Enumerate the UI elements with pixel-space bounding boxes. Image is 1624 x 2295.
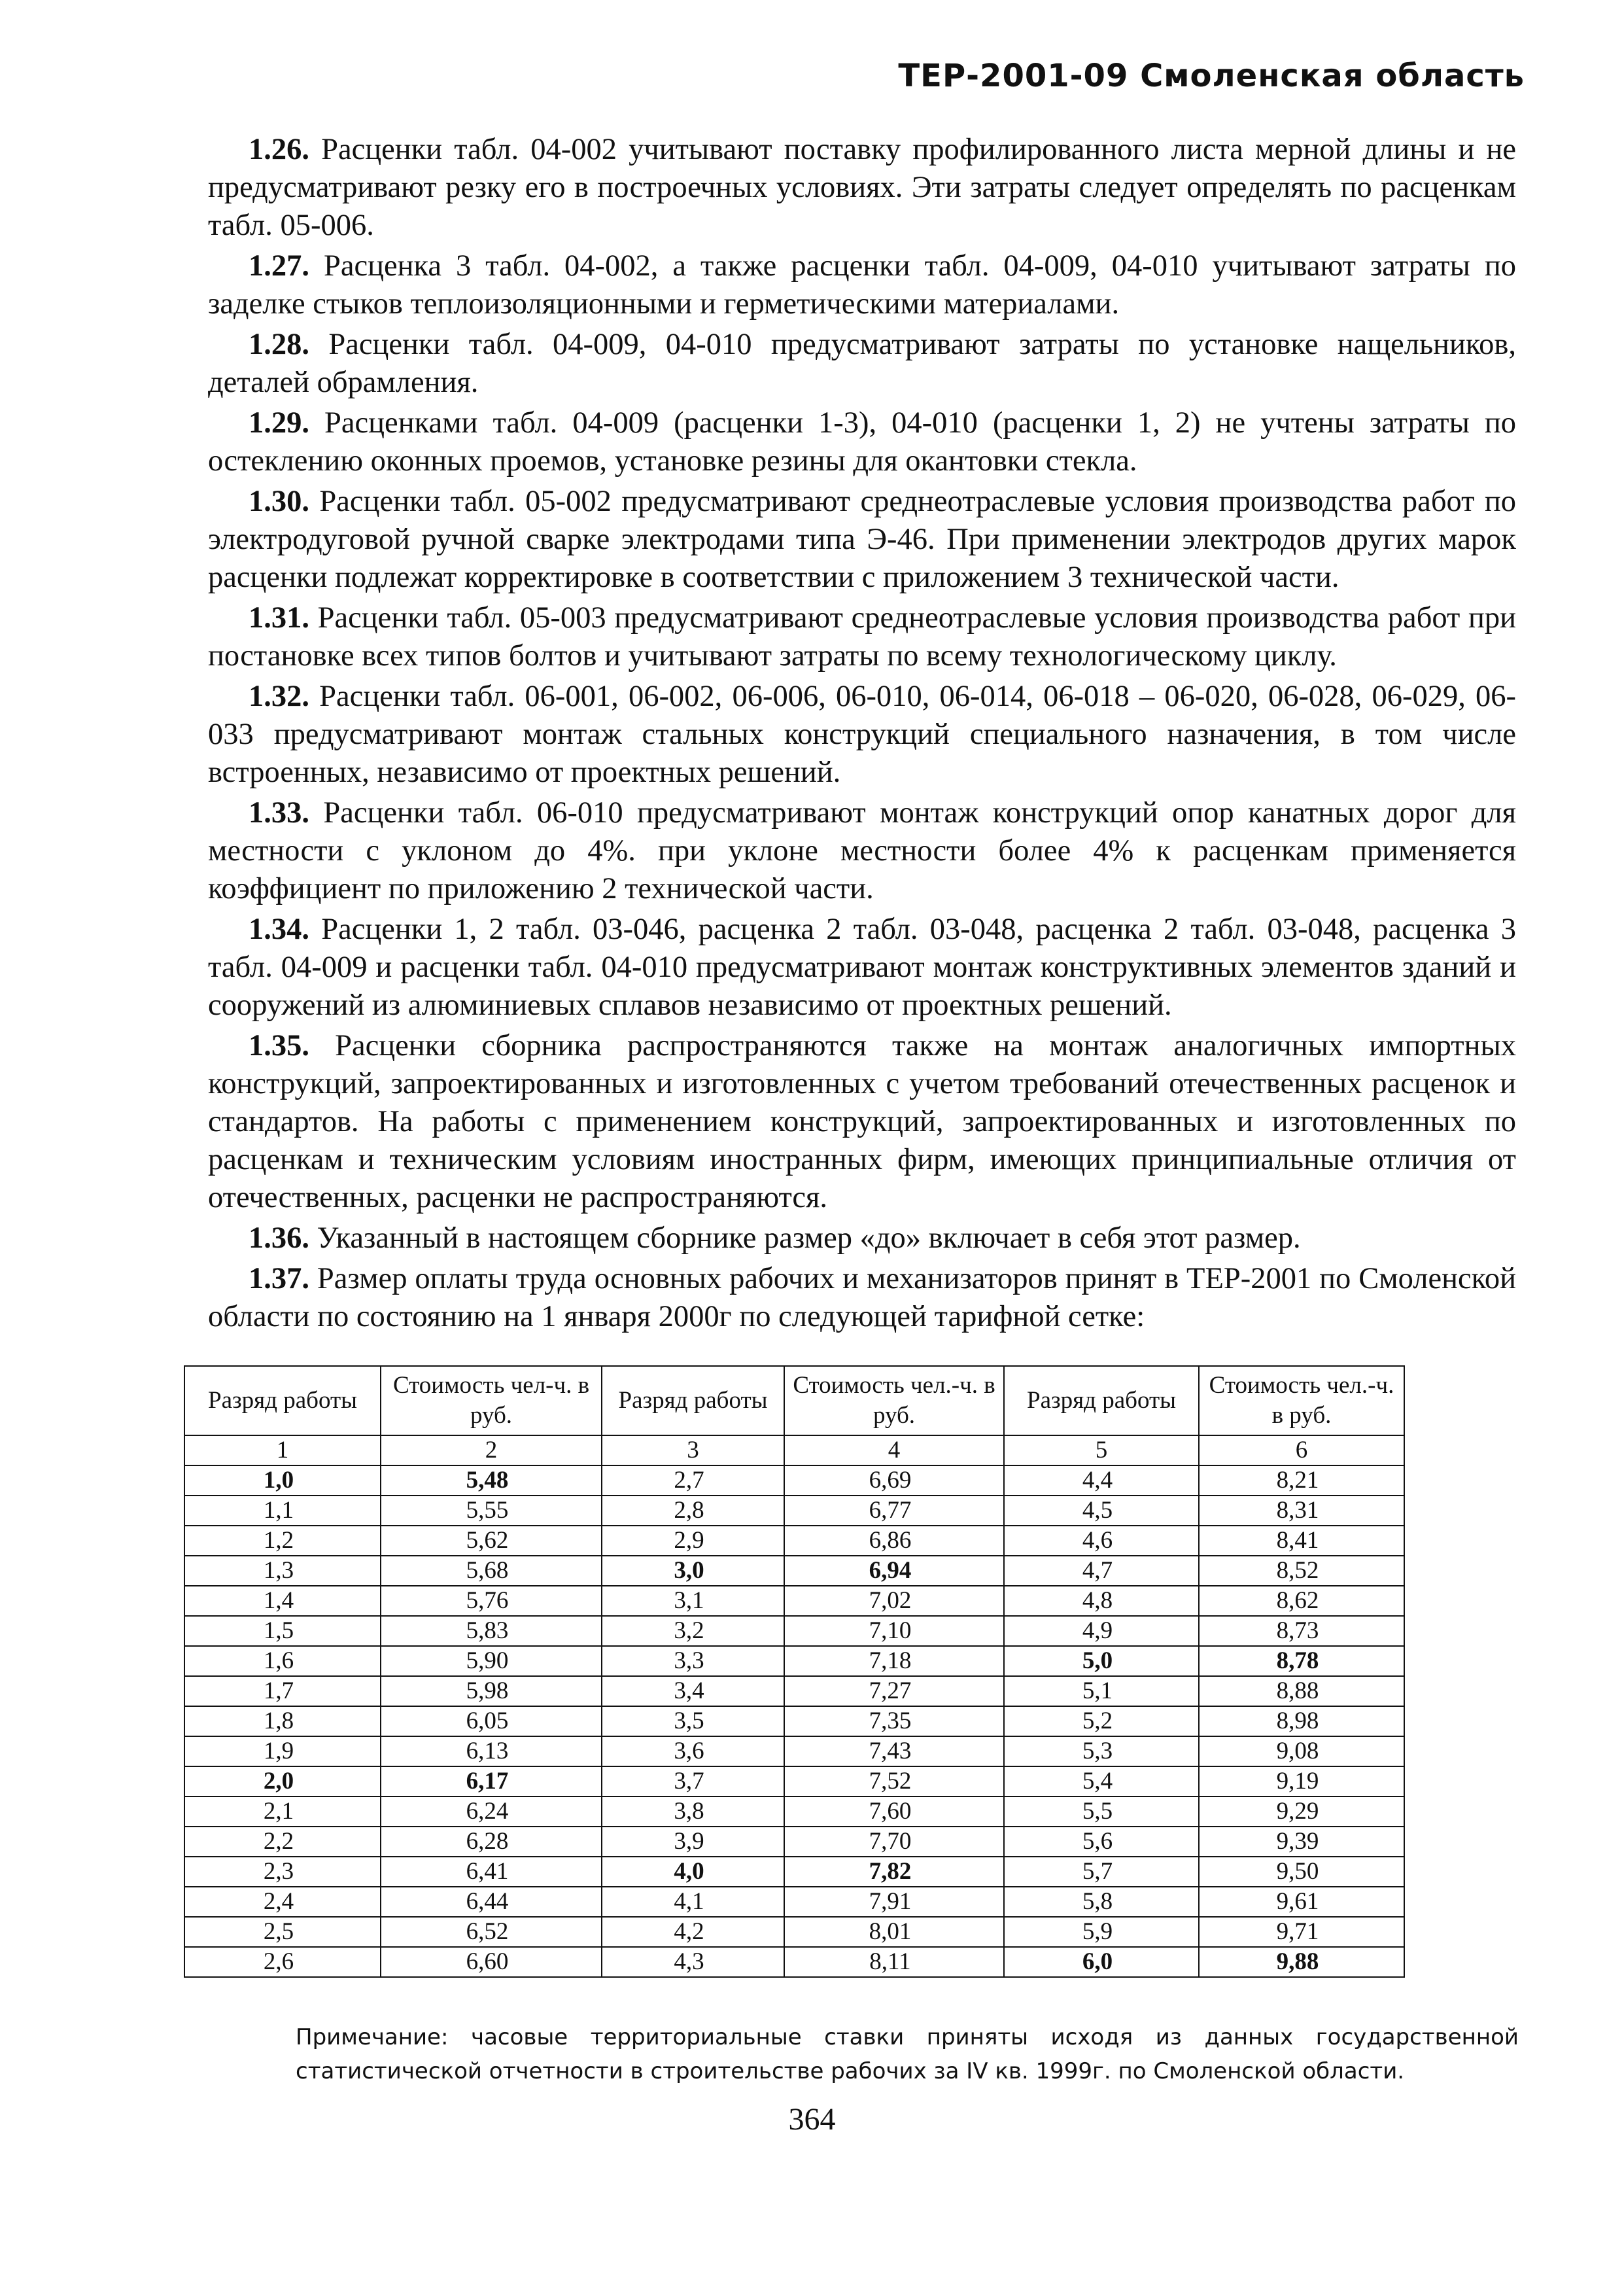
- table-cell: 6,69: [784, 1465, 1004, 1496]
- paragraph-text: Расценка 3 табл. 04-002, а также расценки табл. 04-009, 04-010 учитывают затраты по заделке стыков теплоизоляционными и герметическими материалами.: [208, 249, 1516, 321]
- table-cell: 6,0: [1004, 1947, 1199, 1977]
- table-row: [184, 1676, 1404, 1706]
- table-row: [184, 1887, 1404, 1917]
- table-cell: 2,3: [184, 1857, 381, 1887]
- paragraph-number: 1.31.: [249, 601, 309, 635]
- paragraph-1-37: [208, 1260, 1516, 1336]
- table-cell: 3,8: [602, 1796, 784, 1827]
- table-cell: 5,3: [1004, 1736, 1199, 1766]
- paragraph-1-30: [208, 483, 1516, 597]
- table-row: [184, 1646, 1404, 1676]
- table-cell: 5,0: [1004, 1646, 1199, 1676]
- paragraph-number: 1.33.: [249, 796, 309, 830]
- table-cell: 1,7: [184, 1676, 381, 1706]
- table-cell: 8,31: [1199, 1496, 1404, 1526]
- paragraph-number: 1.29.: [249, 406, 309, 440]
- table-cell: 3,1: [602, 1586, 784, 1616]
- table-cell: 8,98: [1199, 1706, 1404, 1736]
- table-cell: 5,8: [1004, 1887, 1199, 1917]
- paragraph-number: 1.34.: [249, 913, 309, 946]
- column-number: 5: [1004, 1435, 1199, 1465]
- column-header: Стоимость чел.-ч. в руб.: [1199, 1366, 1404, 1435]
- paragraph-text: Расценками табл. 04-009 (расценки 1-3), 04-010 (расценки 1, 2) не учтены затраты по остеклению оконных проемов, установке резины для окантовки стекла.: [208, 406, 1516, 478]
- paragraph-number: 1.35.: [249, 1029, 309, 1062]
- paragraph-number: 1.28.: [249, 328, 309, 361]
- table-cell: 5,62: [381, 1526, 602, 1556]
- column-number: 2: [381, 1435, 602, 1465]
- paragraph-number: 1.37.: [249, 1262, 309, 1295]
- table-cell: 1,8: [184, 1706, 381, 1736]
- paragraph-1-33: [208, 794, 1516, 908]
- table-cell: 2,1: [184, 1796, 381, 1827]
- table-cell: 1,2: [184, 1526, 381, 1556]
- table-cell: 7,02: [784, 1586, 1004, 1616]
- table-row: [184, 1947, 1404, 1977]
- table-cell: 5,83: [381, 1616, 602, 1646]
- paragraph-text: Расценки табл. 04-009, 04-010 предусматривают затраты по установке нащельников, деталей обрамления.: [208, 328, 1516, 399]
- paragraph-1-28: [208, 326, 1516, 402]
- table-header-row: [184, 1366, 1404, 1435]
- column-number: 6: [1199, 1435, 1404, 1465]
- table-cell: 5,76: [381, 1586, 602, 1616]
- table-cell: 7,43: [784, 1736, 1004, 1766]
- table-cell: 2,5: [184, 1917, 381, 1947]
- paragraph-1-32: [208, 678, 1516, 792]
- tariff-table-wrap: [184, 1365, 1405, 1978]
- table-cell: 5,2: [1004, 1706, 1199, 1736]
- table-cell: 4,8: [1004, 1586, 1199, 1616]
- table-row: [184, 1556, 1404, 1586]
- table-cell: 2,8: [602, 1496, 784, 1526]
- paragraph-number: 1.26.: [249, 133, 309, 166]
- paragraph-text: Расценки табл. 06-010 предусматривают монтаж конструкций опор канатных дорог для местности с уклоном до 4%. при уклоне местности более 4% к расценкам применяется коэффициент по приложению 2 технической части.: [208, 796, 1516, 905]
- table-row: [184, 1465, 1404, 1496]
- table-cell: 4,4: [1004, 1465, 1199, 1496]
- table-cell: 3,4: [602, 1676, 784, 1706]
- table-cell: 2,6: [184, 1947, 381, 1977]
- table-row: [184, 1857, 1404, 1887]
- table-row: [184, 1616, 1404, 1646]
- table-row: [184, 1827, 1404, 1857]
- table-cell: 8,52: [1199, 1556, 1404, 1586]
- table-cell: 6,52: [381, 1917, 602, 1947]
- table-cell: 6,17: [381, 1766, 602, 1796]
- column-header: Стоимость чел-ч. в руб.: [381, 1366, 602, 1435]
- table-cell: 9,29: [1199, 1796, 1404, 1827]
- table-cell: 9,08: [1199, 1736, 1404, 1766]
- paragraph-1-27: [208, 247, 1516, 323]
- column-number: 4: [784, 1435, 1004, 1465]
- paragraph-number: 1.32.: [249, 680, 309, 713]
- table-row: [184, 1917, 1404, 1947]
- page-number: 364: [788, 2102, 836, 2137]
- table-cell: 4,7: [1004, 1556, 1199, 1586]
- table-cell: 6,41: [381, 1857, 602, 1887]
- table-cell: 7,91: [784, 1887, 1004, 1917]
- table-cell: 6,13: [381, 1736, 602, 1766]
- paragraph-1-36: [208, 1219, 1516, 1257]
- table-cell: 5,98: [381, 1676, 602, 1706]
- table-cell: 5,90: [381, 1646, 602, 1676]
- table-cell: 5,48: [381, 1465, 602, 1496]
- table-cell: 4,1: [602, 1887, 784, 1917]
- table-cell: 7,18: [784, 1646, 1004, 1676]
- body-text: [208, 131, 1516, 1336]
- table-cell: 4,3: [602, 1947, 784, 1977]
- table-cell: 2,0: [184, 1766, 381, 1796]
- table-cell: 6,05: [381, 1706, 602, 1736]
- paragraph-text: Указанный в настоящем сборнике размер «до» включает в себя этот размер.: [309, 1221, 1301, 1255]
- paragraph-number: 1.27.: [249, 249, 309, 283]
- table-cell: 5,4: [1004, 1766, 1199, 1796]
- table-cell: 8,21: [1199, 1465, 1404, 1496]
- table-cell: 3,7: [602, 1766, 784, 1796]
- table-cell: 3,2: [602, 1616, 784, 1646]
- table-cell: 4,2: [602, 1917, 784, 1947]
- table-cell: 5,68: [381, 1556, 602, 1586]
- table-cell: 6,60: [381, 1947, 602, 1977]
- table-cell: 2,2: [184, 1827, 381, 1857]
- paragraph-text: Расценки сборника распространяются также на монтаж аналогичных импортных конструкций, запроектированных и изготовленных с учетом требований отечественных расценок и стандартов. На работы с применением конструкций, запроектированных и изготовленных по расценкам и техническим условиям иностранных фирм, имеющих принципиальные отличия от отечественных, расценки не распространяются.: [208, 1029, 1516, 1214]
- table-cell: 2,9: [602, 1526, 784, 1556]
- table-cell: 8,88: [1199, 1676, 1404, 1706]
- table-cell: 9,61: [1199, 1887, 1404, 1917]
- table-cell: 3,5: [602, 1706, 784, 1736]
- table-cell: 6,28: [381, 1827, 602, 1857]
- table-cell: 8,01: [784, 1917, 1004, 1947]
- table-row: [184, 1766, 1404, 1796]
- table-cell: 3,0: [602, 1556, 784, 1586]
- table-cell: 7,10: [784, 1616, 1004, 1646]
- table-cell: 6,77: [784, 1496, 1004, 1526]
- table-cell: 1,3: [184, 1556, 381, 1586]
- table-cell: 5,6: [1004, 1827, 1199, 1857]
- table-cell: 9,88: [1199, 1947, 1404, 1977]
- table-cell: 4,5: [1004, 1496, 1199, 1526]
- table-cell: 1,6: [184, 1646, 381, 1676]
- table-cell: 6,86: [784, 1526, 1004, 1556]
- table-cell: 4,9: [1004, 1616, 1199, 1646]
- paragraph-number: 1.30.: [249, 485, 309, 518]
- tariff-table: [184, 1365, 1405, 1978]
- table-cell: 8,11: [784, 1947, 1004, 1977]
- table-cell: 6,44: [381, 1887, 602, 1917]
- paragraph-text: Расценки табл. 06-001, 06-002, 06-006, 06-010, 06-014, 06-018 – 06-020, 06-028, 06-029, 06-033 предусматривают монтаж стальных конструкций специального назначения, в том числе встроенных, независимо от проектных решений.: [208, 680, 1516, 789]
- column-header: Стоимость чел.-ч. в руб.: [784, 1366, 1004, 1435]
- table-row: [184, 1526, 1404, 1556]
- table-cell: 4,0: [602, 1857, 784, 1887]
- paragraph-text: Расценки табл. 05-003 предусматривают среднеотраслевые условия производства работ при постановке всех типов болтов и учитывают затраты по всему технологическому циклу.: [208, 601, 1516, 673]
- table-cell: 6,24: [381, 1796, 602, 1827]
- table-cell: 5,1: [1004, 1676, 1199, 1706]
- column-header: Разряд работы: [1004, 1366, 1199, 1435]
- table-cell: 1,9: [184, 1736, 381, 1766]
- table-row: [184, 1496, 1404, 1526]
- table-cell: 9,39: [1199, 1827, 1404, 1857]
- column-header: Разряд работы: [602, 1366, 784, 1435]
- table-cell: 9,50: [1199, 1857, 1404, 1887]
- table-cell: 8,41: [1199, 1526, 1404, 1556]
- table-cell: 7,52: [784, 1766, 1004, 1796]
- paragraph-1-26: [208, 131, 1516, 245]
- paragraph-text: Расценки 1, 2 табл. 03-046, расценка 2 табл. 03-048, расценка 2 табл. 03-048, расценка 3 табл. 04-009 и расценки табл. 04-010 предусматривают монтаж конструктивных элементов зданий и сооружений из алюминиевых сплавов независимо от проектных решений.: [208, 913, 1516, 1022]
- table-cell: 5,5: [1004, 1796, 1199, 1827]
- table-cell: 7,60: [784, 1796, 1004, 1827]
- paragraph-1-29: [208, 404, 1516, 480]
- table-cell: 1,4: [184, 1586, 381, 1616]
- table-row: [184, 1736, 1404, 1766]
- table-row: [184, 1706, 1404, 1736]
- table-cell: 1,0: [184, 1465, 381, 1496]
- table-cell: 8,62: [1199, 1586, 1404, 1616]
- table-cell: 7,70: [784, 1827, 1004, 1857]
- table-cell: 3,3: [602, 1646, 784, 1676]
- table-cell: 9,71: [1199, 1917, 1404, 1947]
- table-cell: 5,55: [381, 1496, 602, 1526]
- table-cell: 7,27: [784, 1676, 1004, 1706]
- paragraph-text: Расценки табл. 04-002 учитывают поставку профилированного листа мерной длины и не предусматривают резку его в построечных условиях. Эти затраты следует определять по расценкам табл. 05-006.: [208, 133, 1516, 242]
- page-header: ТЕР-2001-09 Смоленская область: [898, 58, 1525, 94]
- paragraph-1-34: [208, 911, 1516, 1025]
- column-header: Разряд работы: [184, 1366, 381, 1435]
- paragraph-text: Расценки табл. 05-002 предусматривают среднеотраслевые условия производства работ по электродуговой ручной сварке электродами типа Э-46. При применении электродов других марок расценки подлежат корректировке в соответствии с приложением 3 технической части.: [208, 485, 1516, 594]
- table-cell: 5,7: [1004, 1857, 1199, 1887]
- table-cell: 5,9: [1004, 1917, 1199, 1947]
- table-cell: 2,7: [602, 1465, 784, 1496]
- table-cell: 7,82: [784, 1857, 1004, 1887]
- table-cell: 8,78: [1199, 1646, 1404, 1676]
- table-note: Примечание: часовые территориальные ставки приняты исходя из данных государственной статистической отчетности в строительстве рабочих за IV кв. 1999г. по Смоленской области.: [296, 2024, 1519, 2084]
- paragraph-number: 1.36.: [249, 1221, 309, 1255]
- table-cell: 9,19: [1199, 1766, 1404, 1796]
- table-cell: 2,4: [184, 1887, 381, 1917]
- table-cell: 1,1: [184, 1496, 381, 1526]
- table-cell: 3,9: [602, 1827, 784, 1857]
- paragraph-1-31: [208, 599, 1516, 675]
- table-cell: 6,94: [784, 1556, 1004, 1586]
- table-cell: 3,6: [602, 1736, 784, 1766]
- table-cell: 4,6: [1004, 1526, 1199, 1556]
- table-body: [184, 1465, 1404, 1977]
- paragraph-1-35: [208, 1027, 1516, 1217]
- column-number-row: [184, 1435, 1404, 1465]
- column-number: 3: [602, 1435, 784, 1465]
- table-cell: 8,73: [1199, 1616, 1404, 1646]
- column-number: 1: [184, 1435, 381, 1465]
- table-cell: 7,35: [784, 1706, 1004, 1736]
- table-cell: 1,5: [184, 1616, 381, 1646]
- table-row: [184, 1796, 1404, 1827]
- table-row: [184, 1586, 1404, 1616]
- paragraph-text: Размер оплаты труда основных рабочих и механизаторов принят в ТЕР-2001 по Смоленской области по состоянию на 1 января 2000г по следующей тарифной сетке:: [208, 1262, 1516, 1333]
